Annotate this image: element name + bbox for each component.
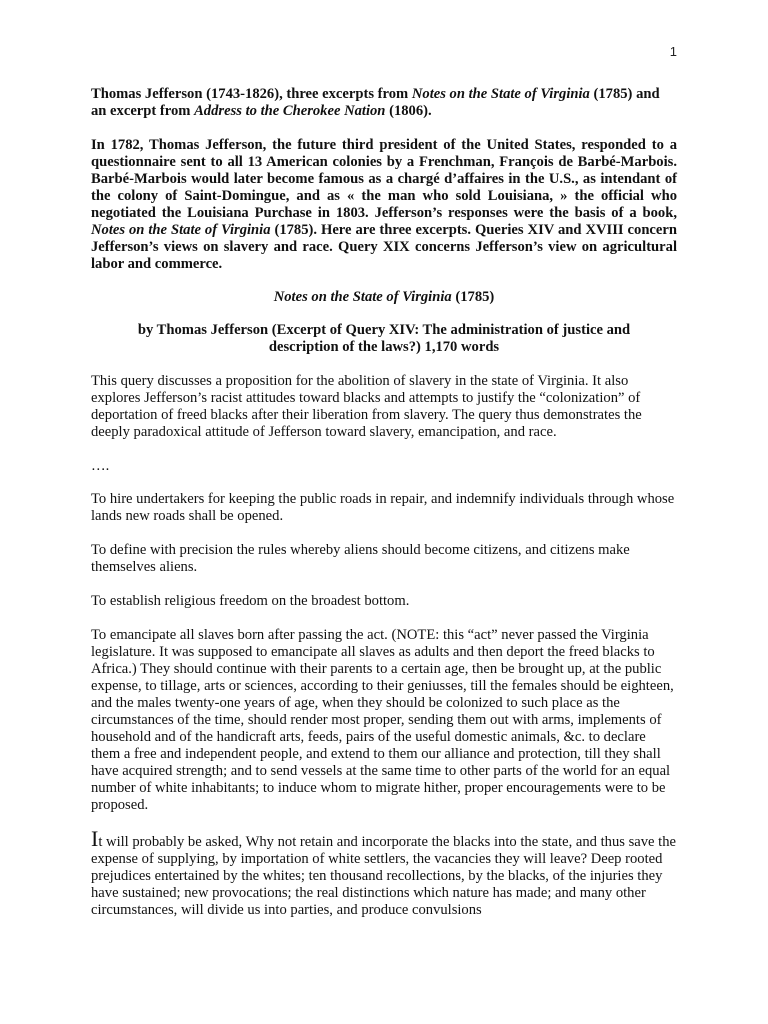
page-number: 1 bbox=[669, 44, 677, 59]
intro-work-address: Address to the Cherokee Nation bbox=[194, 103, 386, 119]
intro-year2: (1806). bbox=[385, 103, 432, 119]
paragraph-aliens: To define with precision the rules whereby aliens should become citizens, and citizens make themselves aliens. bbox=[91, 542, 630, 575]
ellipsis: …. bbox=[91, 458, 110, 474]
paragraph-retain bbox=[91, 826, 677, 919]
excerpt-title-work: Notes on the State of Virginia bbox=[273, 289, 452, 305]
intro-work-notes: Notes on the State of Virginia bbox=[411, 86, 590, 102]
drop-cap: I bbox=[91, 826, 99, 851]
context-paragraph bbox=[91, 137, 677, 273]
excerpt-title bbox=[91, 289, 677, 306]
paragraph-roads: To hire undertakers for keeping the public roads in repair, and indemnify individuals through whose lands new roads shall be opened. bbox=[91, 491, 675, 524]
intro-author: Thomas Jefferson (1743-1826), three excerpts from bbox=[91, 86, 412, 102]
query-summary: This query discusses a proposition for the abolition of slavery in the state of Virginia. It also explores Jefferson’s racist attitudes toward blacks and attempts to justify the “colonization” of deportation of freed blacks after their liberation from slavery. The query thus demonstrates the deeply paradoxical attitude of Jefferson toward slavery, emancipation, and race. bbox=[91, 373, 642, 440]
context-part1: In 1782, Thomas Jefferson, the future third president of the United States, responded to a questionnaire sent to all 13 American colonies by a Frenchman, François de Barbé-Marbois. Barbé-Marbois would later become famous as a chargé d’affaires in the U.S., as intendant of the colony of Saint-Domingue, and as « the man who sold Louisiana, » the official who negotiated the Louisiana Purchase in 1803. Jefferson’s responses were the basis of a book, bbox=[91, 137, 677, 221]
paragraph-retain-text: t will probably be asked, Why not retain and incorporate the blacks into the state, and thus save the expense of supplying, by importation of white settlers, the vacancies they will leave? Deep rooted prejudices entertained by the whites; ten thousand recollections, by the blacks, of the injuries they have sustained; new provocations; the real distinctions which nature has made; and many other circumstances, will divide us into parties, and produce convulsions bbox=[91, 834, 676, 918]
context-part2: (1785). Here are three excerpts. Queries XIV and XVIII concern Jefferson’s views on slavery and race. Query XIX concerns Jefferson’s view on agricultural labor and commerce. bbox=[91, 222, 677, 272]
paragraph-religion: To establish religious freedom on the broadest bottom. bbox=[91, 593, 410, 609]
paragraph-emancipate: To emancipate all slaves born after passing the act. (NOTE: this “act” never passed the Virginia legislature. It was supposed to emancipate all slaves as adults and then deport the freed blacks to Africa.) They should continue with their parents to a certain age, then be brought up, at the public expense, to tillage, arts or sciences, according to their geniusses, till the females should be eighteen, and the males twenty-one years of age, when they should be colonized to such place as the circumstances of the time, should render most proper, sending them out with arms, implements of household and of the handicraft arts, feeds, pairs of the useful domestic animals, &c. to declare them a free and independent people, and extend to them our alliance and protection, till they shall have acquired strength; and to send vessels at the same time to other parts of the world for an equal number of white inhabitants; to induce whom to migrate hither, proper encouragements were to be proposed. bbox=[91, 627, 674, 813]
excerpt-subtitle: by Thomas Jefferson (Excerpt of Query XIV: The administration of justice and description of the laws?) 1,170 words bbox=[137, 322, 631, 355]
context-book-title: Notes on the State of Virginia bbox=[91, 222, 271, 238]
excerpt-title-year: (1785) bbox=[451, 289, 495, 305]
intro-heading bbox=[91, 86, 677, 120]
intro-year1: (1785) and an excerpt from bbox=[91, 86, 660, 119]
